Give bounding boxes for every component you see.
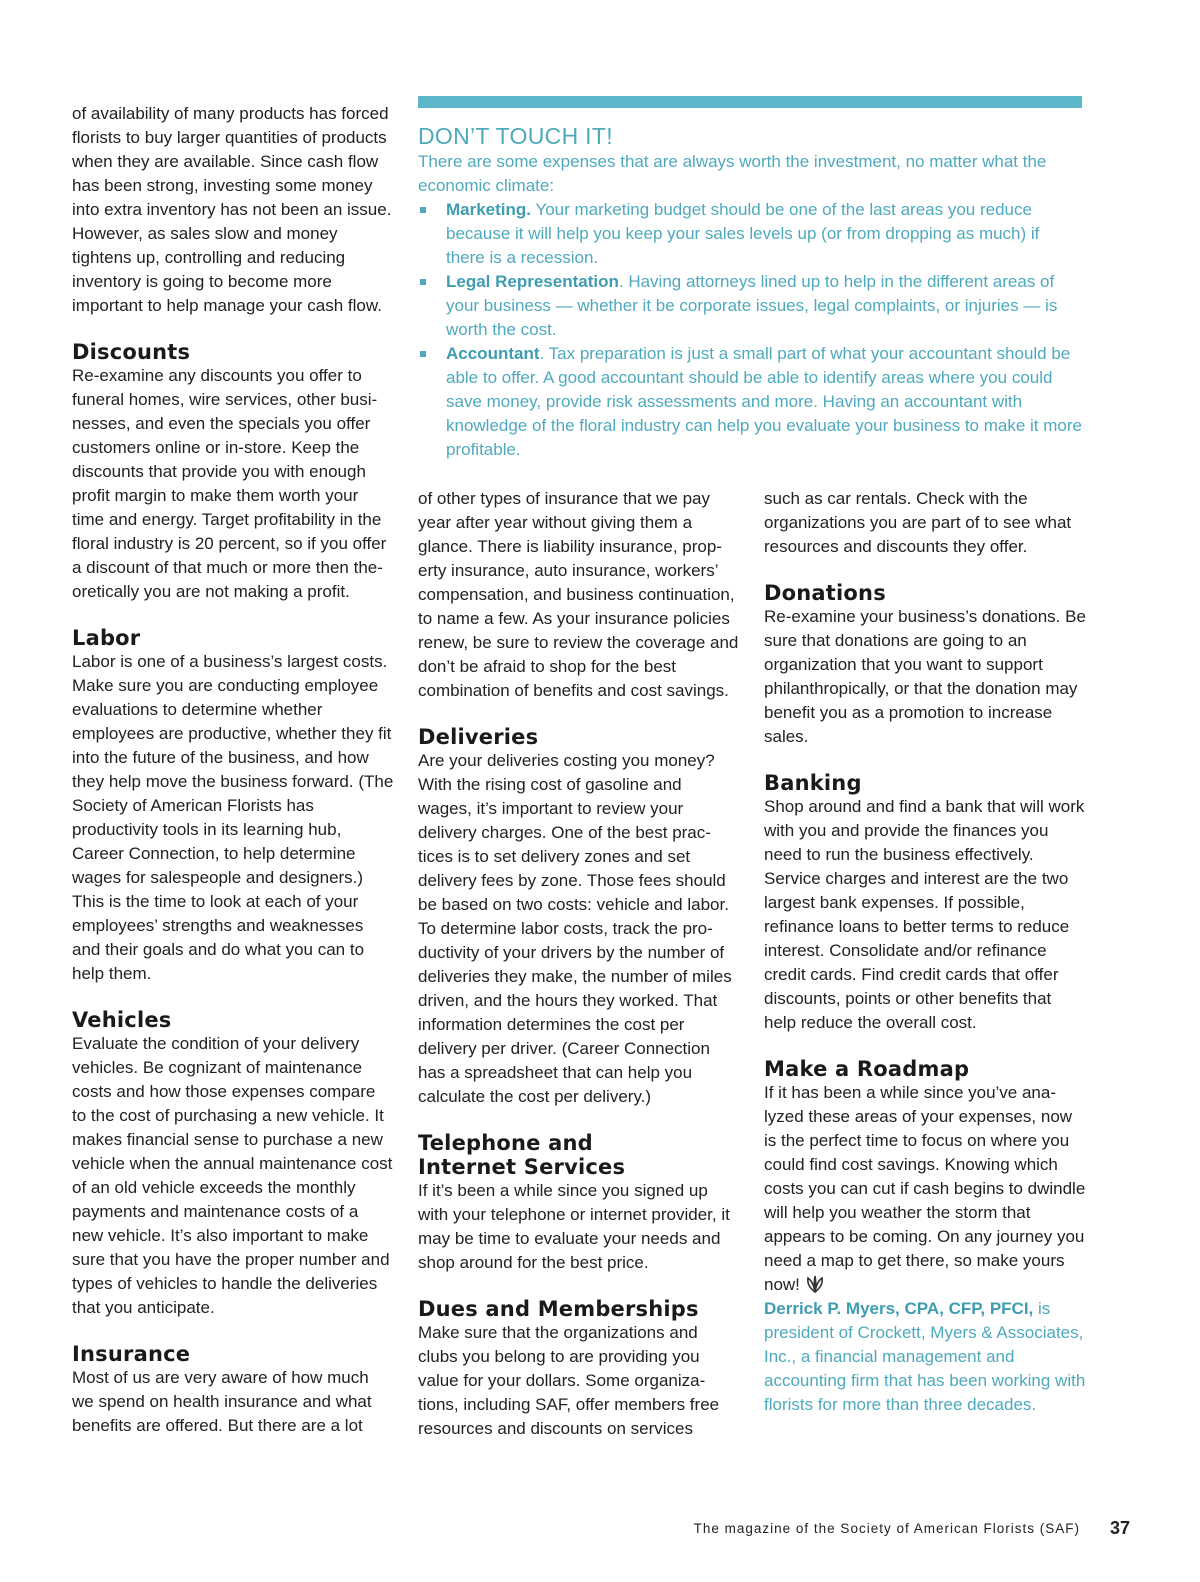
sidebar-item-text: . Having attorneys lined up to help in the different areas of your business — whether it be corporate issues, legal complaints, or injuries — is worth the cost. [446, 272, 1058, 339]
author-name: Derrick P. Myers, CPA, CFP, PFCI, [764, 1299, 1034, 1318]
roadmap-body [764, 1081, 1086, 1297]
author-bio [764, 1297, 1086, 1417]
telephone-heading [418, 1131, 740, 1179]
square-bullet-icon [420, 351, 426, 357]
labor-body: Labor is one of a business’s largest costs. Make sure you are conducting employee evaluations to determine whether employees are productive, whether they fit into the future of the business, and how they help move the business forward. (The Society of American Florists has productivity tools in its learning hub, Career Connection, to help determine wages for salespeople and designers.) This is the time to look at each of your employees’ strengths and weaknesses and their goals and do what you can to help them. [72, 652, 394, 983]
donations-heading: Donations [764, 581, 886, 605]
deliveries-heading: Deliveries [418, 725, 539, 749]
saf-flower-logo-icon [804, 1275, 826, 1293]
labor-heading: Labor [72, 626, 141, 650]
deliveries-body: Are your deliveries costing you money? With the rising cost of gasoline and wages, it’s important to review your delivery charges. One of the best practices is to set delivery zones and set delivery fees by zone. Those fees should be based on two costs: vehicle and labor. To determine labor costs, track the productivity of your drivers by the number of deliveries they make, the number of miles driven, and the hours they worked. That information determines the cost per delivery per driver. (Career Connection has a spreadsheet that can help you calculate the cost per delivery.) [418, 751, 732, 1106]
sidebar-intro: There are some expenses that are always worth the investment, no matter what the economic climate: [418, 152, 1047, 195]
banking-heading: Banking [764, 771, 862, 795]
sidebar-item-text: . Tax preparation is just a small part of what your accountant should be able to offer. A good accountant should be able to identify areas where you could save money, provide risk assessments and more. Having an accountant with knowledge of the floral industry can help you evaluate your business to make it more profitable. [446, 344, 1082, 459]
sidebar-item-label: Accountant [446, 344, 540, 363]
sidebar-title: DON’T TOUCH IT! [418, 123, 613, 149]
left-column [72, 102, 394, 1438]
telephone-heading-line1: Telephone and [418, 1131, 593, 1155]
middle-column [418, 487, 740, 1441]
telephone-heading-line2: Internet Services [418, 1155, 626, 1179]
vehicles-body: Evaluate the condition of your delivery vehicles. Be cognizant of maintenance costs and how those expenses compare to the cost of purchasing a new vehicle. It makes financial sense to purchase a new vehicle when the annual maintenance cost of an old vehicle exceeds the monthly payments and maintenance costs of a new vehicle. It’s also important to make sure that you have the proper number and types of vehicles to handle the deliveries that you anticipate. [72, 1034, 393, 1317]
right-column [764, 487, 1086, 1417]
sidebar-accent-bar [418, 96, 1082, 108]
banking-body: Shop around and find a bank that will work with you and provide the finances you need to run the business effectively. Service charges and interest are the two largest bank expenses. If possible, refinance loans to better terms to reduce interest. Consolidate and/or refinance credit cards. Find credit cards that offer discounts, points or other benefits that help reduce the overall cost. [764, 797, 1085, 1032]
sidebar-item-legal [418, 270, 1082, 342]
dues-body: Make sure that the organizations and clubs you belong to are providing you value for your dollars. Some organizations, including SAF, offer members free resources and discounts on services [418, 1323, 720, 1438]
telephone-body: If it’s been a while since you signed up with your telephone or internet provider, it may be time to evaluate your needs and shop around for the best price. [418, 1181, 730, 1272]
roadmap-heading: Make a Roadmap [764, 1057, 970, 1081]
vehicles-heading: Vehicles [72, 1008, 172, 1032]
sidebar-list [418, 198, 1082, 462]
sidebar-item-marketing [418, 198, 1082, 270]
donations-body: Re-examine your business’s donations. Be sure that donations are going to an organization that you want to support philanthropically, or that the donation may benefit you as a promotion to increase sales. [764, 607, 1086, 746]
sidebar-item-label: Marketing. [446, 200, 532, 219]
dont-touch-it-sidebar [418, 96, 1082, 462]
inventory-paragraph: of availability of many products has forced florists to buy larger quantities of products when they are available. Since cash flow has been strong, investing some money into extra inventory has not been an issue. However, as sales slow and money tightens up, controlling and reducing inventory is going to become more important to help manage your cash flow. [72, 104, 392, 315]
discounts-body: Re-examine any discounts you offer to funeral homes, wire services, other businesses, and even the specials you offer customers online or in-store. Keep the discounts that provide you with enough profit margin to make them worth your time and energy. Target profitability in the floral industry is 20 percent, so if you offer a discount of that much or more then theoretically you are not making a profit. [72, 366, 387, 601]
dues-continued: such as car rentals. Check with the organizations you are part of to see what resources and discounts they offer. [764, 489, 1072, 556]
square-bullet-icon [420, 207, 426, 213]
page-number: 37 [1110, 1518, 1131, 1538]
square-bullet-icon [420, 279, 426, 285]
discounts-heading: Discounts [72, 340, 191, 364]
insurance-continued: of other types of insurance that we pay year after year without giving them a glance. There is liability insurance, property insurance, auto insurance, workers’ compensation, and business continuation, to name a few. As your insurance policies renew, be sure to review the coverage and don’t be afraid to shop for the best combination of benefits and cost savings. [418, 489, 739, 700]
publication-footer: The magazine of the Society of American Florists (SAF) [693, 1521, 1080, 1536]
sidebar-item-text: Your marketing budget should be one of the last areas you reduce because it will help you keep your sales levels up (or from dropping as much) if there is a recession. [446, 200, 1040, 267]
insurance-heading: Insurance [72, 1342, 191, 1366]
dues-heading: Dues and Memberships [418, 1297, 699, 1321]
sidebar-item-label: Legal Representation [446, 272, 619, 291]
roadmap-text: If it has been a while since you’ve analyzed these areas of your expenses, now is the perfect time to focus on where you could find cost savings. Knowing which costs you can cut if cash begins to dwindle will help you weather the storm that appears to be coming. On any journey you need a map to get there, so make yours now! [764, 1083, 1086, 1294]
insurance-body: Most of us are very aware of how much we spend on health insurance and what benefits are offered. But there are a lot [72, 1368, 372, 1435]
sidebar-item-accountant [418, 342, 1082, 462]
author-description: is president of Crockett, Myers & Associates, Inc., a financial management and accounting firm that has been working with florists for more than three decades. [764, 1299, 1086, 1414]
